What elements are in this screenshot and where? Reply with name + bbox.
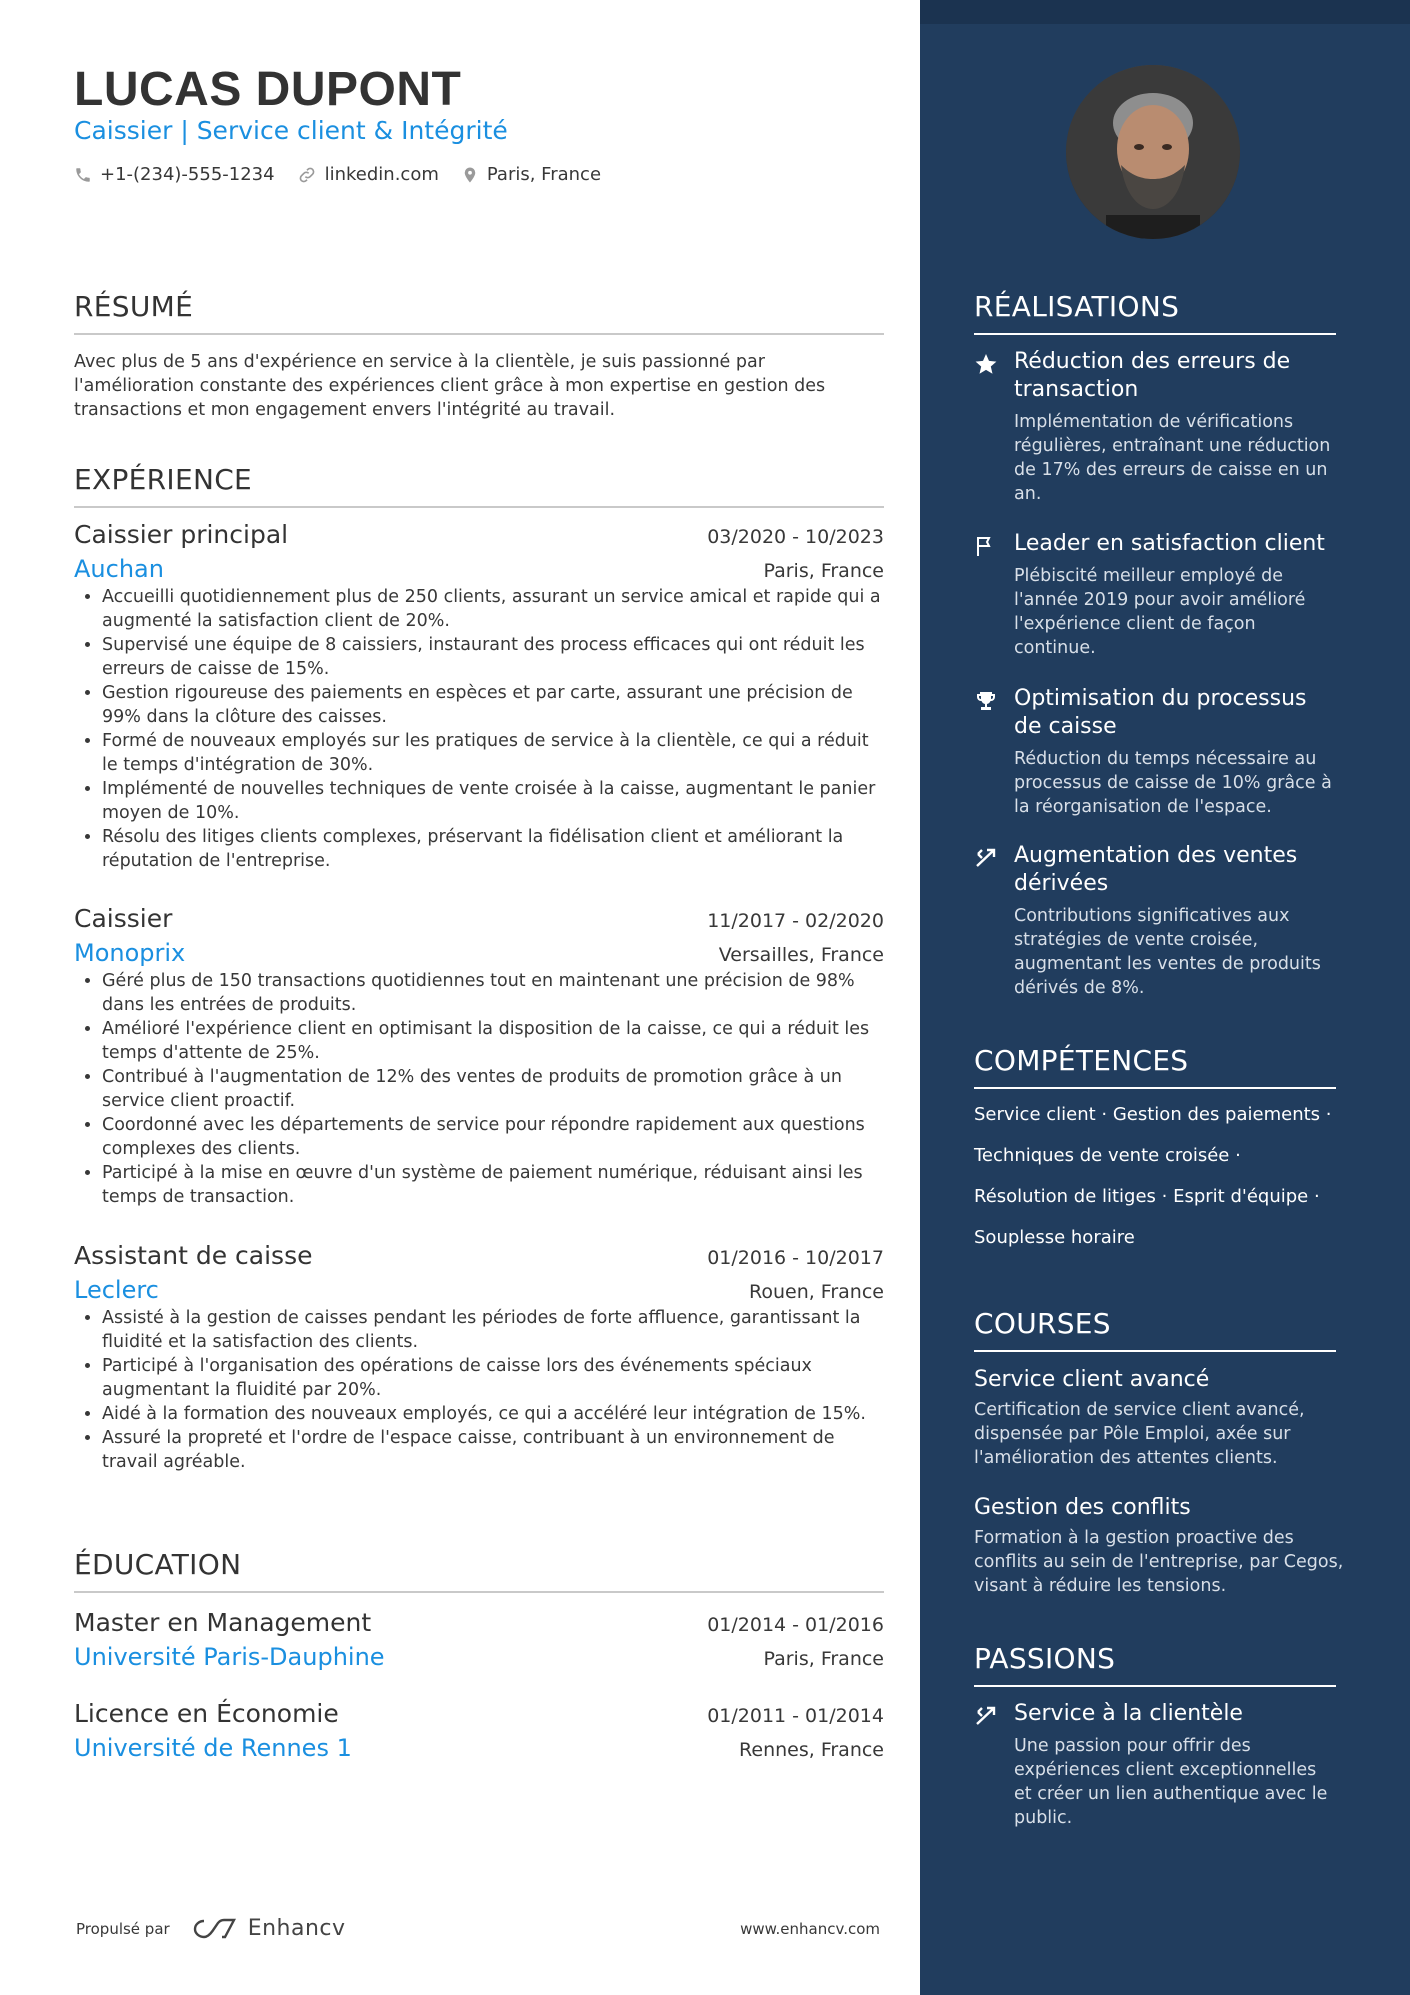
growth-icon [974, 846, 998, 870]
achievement-item [974, 530, 1336, 660]
location-item [461, 164, 601, 185]
achievement-desc: Contributions significatives aux stratégies de vente croisée, augmentant les ventes de produits dérivés de 8%. [1014, 906, 1321, 998]
education-location: Paris, France [763, 1648, 884, 1670]
list-item: • Assisté à la gestion de caisses pendant les périodes de forte affluence, garantissant la fluidité et la satisfaction des clients. [102, 1306, 884, 1354]
job-dates: 03/2020 - 10/2023 [707, 526, 884, 548]
job-dates: 11/2017 - 02/2020 [707, 910, 884, 932]
list-item: • Formé de nouveaux employés sur les pratiques de service à la clientèle, ce qui a réduit le temps d'intégration de 30%. [102, 729, 884, 777]
list-item: • Amélioré l'expérience client en optimisant la disposition de la caisse, ce qui a réduit les temps d'attente de 25%. [102, 1017, 884, 1065]
achievement-title: Leader en satisfaction client [1014, 531, 1325, 556]
sidebar [920, 0, 1410, 1995]
degree: Master en Management [74, 1608, 372, 1637]
achievement-item [974, 842, 1336, 1000]
achievements-heading: RÉALISATIONS [974, 290, 1336, 335]
job-entry [74, 904, 884, 1209]
course-desc: Formation à la gestion proactive des conflits au sein de l'entreprise, par Cegos, visant à réduire les tensions. [974, 1528, 1344, 1596]
star-icon [974, 352, 998, 376]
achievement-desc: Implémentation de vérifications régulières, entraînant une réduction de 17% des erreurs de caisse en un an. [1014, 412, 1331, 504]
skills-list [974, 1103, 1354, 1267]
achievement-title: Réduction des erreurs de transaction [1014, 349, 1291, 402]
passion-desc: Une passion pour offrir des expériences client exceptionnelles et créer un lien authentique avec le public. [1014, 1736, 1328, 1828]
courses-heading: COURSES [974, 1307, 1336, 1352]
experience-heading: EXPÉRIENCE [74, 463, 884, 508]
flag-icon [974, 534, 998, 558]
job-entry [74, 1241, 884, 1474]
skill-row: Service client · Gestion des paiements · [974, 1104, 1332, 1125]
education-dates: 01/2014 - 01/2016 [707, 1614, 884, 1636]
education-dates: 01/2011 - 01/2014 [707, 1705, 884, 1727]
list-item: • Accueilli quotidiennement plus de 250 clients, assurant un service amical et rapide qui a augmenté la satisfaction client de 20%. [102, 585, 884, 633]
school: Université de Rennes 1 [74, 1734, 352, 1762]
achievement-item [974, 685, 1336, 819]
portrait-image [1066, 65, 1240, 239]
course-title: Gestion des conflits [974, 1495, 1191, 1520]
list-item: • Coordonné avec les départements de service pour répondre rapidement aux questions complexes des clients. [102, 1113, 884, 1161]
location-text: Paris, France [486, 164, 602, 185]
summary-text: Avec plus de 5 ans d'expérience en service à la clientèle, je suis passionné par l'amélioration constante des expériences client grâce à mon expertise en gestion des transactions et mon engagement envers l'intégrité au travail. [74, 352, 826, 420]
achievement-item [974, 348, 1336, 506]
skill-row: Souplesse horaire [974, 1227, 1135, 1248]
education-location: Rennes, France [739, 1739, 884, 1761]
phone-icon [74, 166, 92, 184]
course-title: Service client avancé [974, 1367, 1210, 1392]
skill-row: Résolution de litiges · Esprit d'équipe · [974, 1186, 1320, 1207]
summary-heading: RÉSUMÉ [74, 290, 884, 335]
linkedin-item[interactable] [297, 164, 439, 185]
course-item [974, 1494, 1344, 1598]
list-item: • Participé à l'organisation des opérations de caisse lors des événements spéciaux augmentant la fluidité par 20%. [102, 1354, 884, 1402]
list-item: • Gestion rigoureuse des paiements en espèces et par carte, assurant une précision de 99% dans la clôture des caisses. [102, 681, 884, 729]
school: Université Paris-Dauphine [74, 1643, 385, 1671]
achievement-title: Optimisation du processus de caisse [1014, 686, 1307, 739]
job-role: Caissier principal [74, 520, 289, 549]
candidate-name: LUCAS DUPONT [74, 63, 462, 116]
list-item: • Supervisé une équipe de 8 caissiers, instaurant des process efficaces qui ont réduit les erreurs de caisse de 15%. [102, 633, 884, 681]
course-desc: Certification de service client avancé, dispensée par Pôle Emploi, axée sur l'amélioration des attentes clients. [974, 1400, 1305, 1468]
list-item: • Participé à la mise en œuvre d'un système de paiement numérique, réduisant ainsi les temps de transaction. [102, 1161, 884, 1209]
education-heading: ÉDUCATION [74, 1548, 884, 1593]
phone-item [74, 164, 275, 185]
job-location: Rouen, France [748, 1281, 884, 1303]
skill-row: Techniques de vente croisée · [974, 1145, 1241, 1166]
location-pin-icon [461, 165, 479, 185]
achievement-desc: Plébiscité meilleur employé de l'année 2019 pour avoir amélioré l'expérience client de façon continue. [1014, 566, 1306, 658]
skills-heading: COMPÉTENCES [974, 1044, 1336, 1089]
link-icon [297, 165, 317, 185]
job-bullets [74, 969, 884, 1209]
list-item: • Contribué à l'augmentation de 12% des ventes de produits de promotion grâce à un service client proactif. [102, 1065, 884, 1113]
brand-area [76, 1916, 346, 1941]
list-item: • Résolu des litiges clients complexes, préservant la fidélisation client et améliorant la réputation de l'entreprise. [102, 825, 884, 873]
powered-by-text: Propulsé par [76, 1919, 170, 1938]
achievement-desc: Réduction du temps nécessaire au processus de caisse de 10% grâce à la réorganisation de l'espace. [1014, 749, 1332, 817]
achievement-title: Augmentation des ventes dérivées [1014, 843, 1298, 896]
list-item: • Assuré la propreté et l'ordre de l'espace caisse, contribuant à un environnement de travail agréable. [102, 1426, 884, 1474]
candidate-title: Caissier | Service client & Intégrité [74, 116, 508, 145]
job-bullets [74, 585, 884, 873]
phone-text: +1-(234)-555-1234 [100, 164, 275, 185]
job-location: Versailles, France [718, 944, 884, 966]
list-item: • Aidé à la formation des nouveaux employés, ce qui a accéléré leur intégration de 15%. [102, 1402, 884, 1426]
list-item: • Implémenté de nouvelles techniques de vente croisée à la caisse, augmentant le panier moyen de 10%. [102, 777, 884, 825]
course-item [974, 1366, 1344, 1470]
contact-info [74, 164, 623, 185]
passion-title: Service à la clientèle [1014, 1701, 1243, 1726]
brand-name: Enhancv [247, 1916, 346, 1941]
degree: Licence en Économie [74, 1699, 339, 1728]
job-role: Assistant de caisse [74, 1241, 313, 1270]
job-company: Leclerc [74, 1276, 159, 1304]
sidebar-top-bar [920, 0, 1410, 24]
passions-heading: PASSIONS [974, 1642, 1336, 1687]
avatar [1066, 65, 1240, 239]
job-bullets [74, 1306, 884, 1474]
job-company: Auchan [74, 555, 164, 583]
job-role: Caissier [74, 904, 173, 933]
job-company: Monoprix [74, 939, 186, 967]
growth-icon [974, 1704, 998, 1728]
job-location: Paris, France [763, 560, 884, 582]
list-item: • Géré plus de 150 transactions quotidiennes tout en maintenant une précision de 98% dans les entrées de produits. [102, 969, 884, 1017]
education-entry [74, 1608, 884, 1671]
trophy-icon [974, 689, 998, 713]
footer [76, 1916, 880, 1941]
job-dates: 01/2016 - 10/2017 [707, 1247, 884, 1269]
linkedin-text[interactable]: linkedin.com [324, 164, 439, 185]
education-entry [74, 1699, 884, 1762]
job-entry [74, 520, 884, 873]
enhancv-logo-icon [192, 1917, 238, 1941]
passion-item [974, 1700, 1336, 1830]
footer-url[interactable]: www.enhancv.com [740, 1919, 880, 1938]
